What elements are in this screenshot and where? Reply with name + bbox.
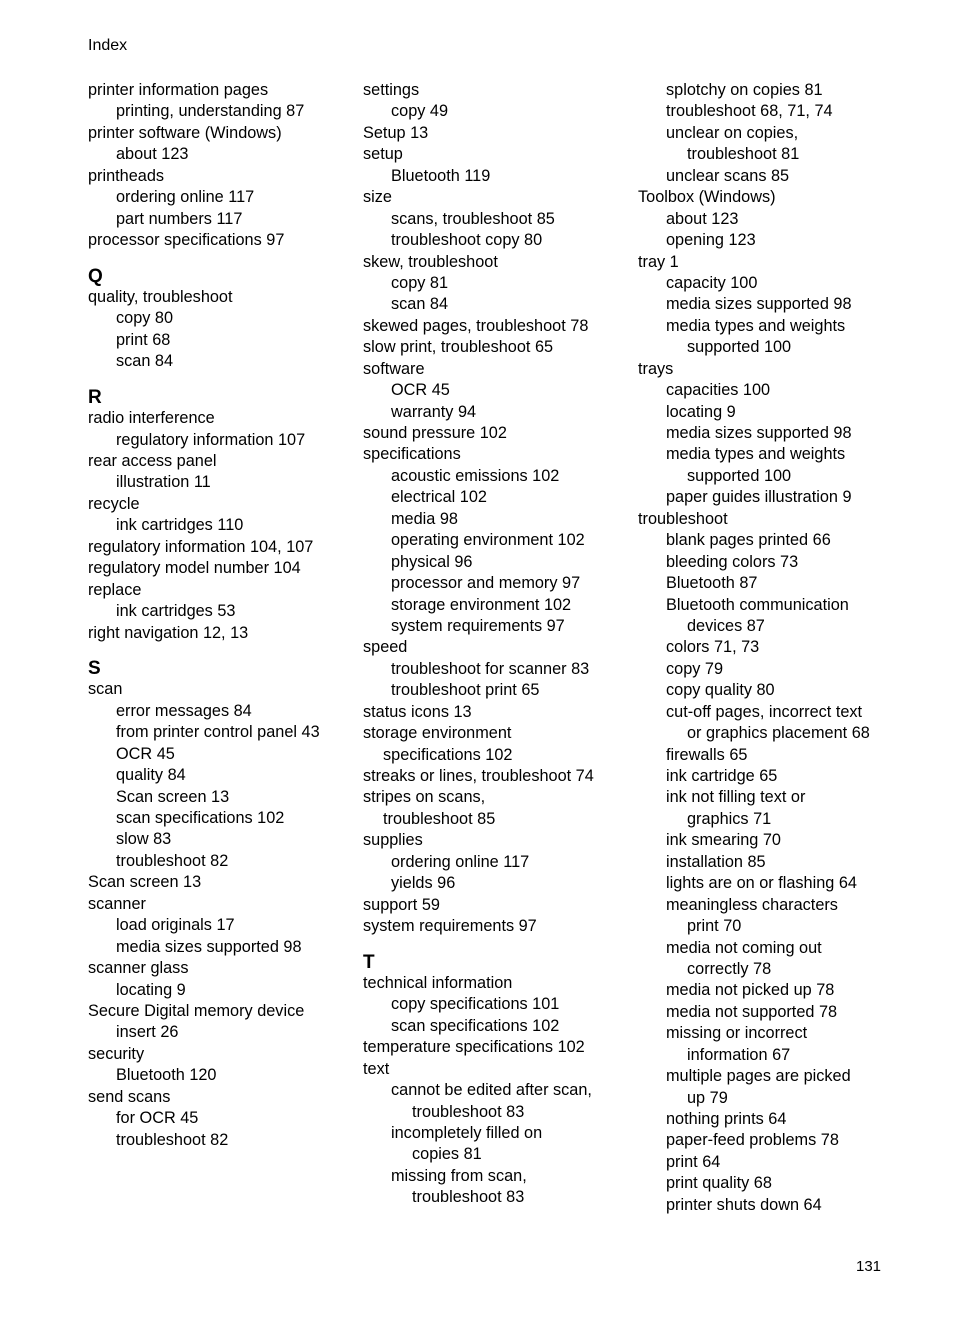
index-entry: sound pressure 102 [363, 424, 507, 442]
index-entry: scanner [88, 894, 146, 913]
index-subentry: troubleshoot 85 [383, 809, 496, 828]
index-subentry: lights are on or flashing 64 [666, 874, 857, 893]
index-subentry: missing or incorrect [666, 1024, 808, 1043]
index-entry: storage environment [363, 724, 512, 743]
index-subentry: unclear on copies, [666, 123, 799, 142]
index-subentry: from printer control panel 43 [116, 723, 320, 742]
index-subentry: load originals 17 [116, 916, 235, 935]
index-entry: Setup 13 [363, 123, 429, 142]
index-entry: settings [363, 81, 420, 99]
index-subentry: printing, understanding 87 [116, 102, 305, 121]
index-subentry: media sizes supported 98 [116, 937, 302, 956]
index-subentry: multiple pages are picked [666, 1067, 851, 1086]
index-entry: skewed pages, troubleshoot 78 [363, 316, 589, 335]
index-subentry: paper-feed problems 78 [666, 1131, 839, 1150]
index-subentry: illustration 11 [116, 473, 211, 492]
index-entry: send scans [88, 1087, 171, 1106]
index-entry: size [363, 188, 392, 207]
index-section-letter: Q [88, 265, 103, 287]
index-subentry: unclear scans 85 [666, 166, 790, 185]
index-subentry: scan specifications 102 [391, 1016, 560, 1035]
index-entry: technical information [363, 973, 513, 992]
index-subentry: media not picked up 78 [666, 981, 835, 1000]
index-subentry: locating 9 [116, 980, 186, 999]
index-subentry: acoustic emissions 102 [391, 466, 560, 485]
index-subentry: media types and weights [666, 316, 846, 335]
index-entry: speed [363, 638, 408, 657]
index-subentry: Bluetooth 87 [666, 574, 758, 593]
index-subentry: print 70 [687, 917, 742, 936]
index-subentry: splotchy on copies 81 [666, 81, 823, 99]
index-entry: radio interference [88, 409, 215, 428]
index-entry: temperature specifications 102 [363, 1038, 585, 1057]
index-subentry: troubleshoot print 65 [391, 681, 540, 700]
index-entry: trays [638, 359, 674, 378]
index-subentry: information 67 [687, 1045, 791, 1064]
index-entry: printer software (Windows) [88, 123, 282, 142]
index-subentry: bleeding colors 73 [666, 552, 799, 571]
index-subentry: firewalls 65 [666, 745, 748, 764]
index-subentry: warranty 94 [391, 402, 477, 421]
index-subentry: troubleshoot 82 [116, 1130, 229, 1149]
index-subentry: incompletely filled on [391, 1124, 543, 1142]
index-subentry: copy 49 [391, 102, 449, 121]
index-subentry: media 98 [391, 509, 458, 528]
index-entry: Secure Digital memory device [88, 1001, 305, 1020]
index-section-letter: R [88, 386, 102, 408]
index-subentry: troubleshoot 83 [412, 1102, 525, 1121]
index-entry: printheads [88, 166, 165, 185]
index-subentry: storage environment 102 [391, 595, 572, 614]
index-subentry: cannot be edited after scan, [391, 1081, 592, 1100]
index-subentry: part numbers 117 [116, 209, 243, 228]
index-entry: system requirements 97 [363, 917, 537, 936]
index-subentry: error messages 84 [116, 701, 252, 720]
index-subentry: copies 81 [412, 1145, 482, 1164]
index-column-3 [638, 80, 928, 1216]
index-subentry: processor and memory 97 [391, 574, 581, 593]
index-subentry: ink cartridges 110 [116, 516, 244, 535]
index-entry: slow print, troubleshoot 65 [363, 338, 554, 357]
index-subentry: troubleshoot 68, 71, 74 [666, 102, 833, 121]
index-subentry: paper guides illustration 9 [666, 488, 852, 507]
index-subentry: OCR 45 [391, 381, 450, 400]
index-subentry: regulatory information 107 [116, 430, 306, 449]
index-subentry: ink cartridges 53 [116, 602, 236, 621]
index-subentry: meaningless characters [666, 895, 838, 914]
index-entry: regulatory model number 104 [88, 559, 301, 578]
index-entry: skew, troubleshoot [363, 252, 498, 271]
index-entry: Toolbox (Windows) [638, 188, 776, 207]
index-subentry: troubleshoot 81 [687, 145, 800, 164]
index-subentry: supported 100 [687, 466, 792, 485]
index-subentry: cut-off pages, incorrect text [666, 702, 863, 721]
index-subentry: blank pages printed 66 [666, 531, 831, 550]
index-subentry: about 123 [116, 145, 189, 164]
index-subentry: troubleshoot copy 80 [391, 231, 543, 250]
index-subentry: troubleshoot 82 [116, 851, 229, 870]
index-subentry: about 123 [666, 209, 739, 228]
index-entry: processor specifications 97 [88, 231, 285, 250]
index-subentry: media sizes supported 98 [666, 424, 852, 442]
index-section-letter: S [88, 657, 101, 679]
index-subentry: yields 96 [391, 874, 456, 893]
running-header: Index [88, 37, 128, 54]
index-subentry: scan 84 [391, 295, 449, 314]
index-subentry: specifications 102 [383, 745, 513, 764]
index-entry: quality, troubleshoot [88, 287, 233, 306]
index-subentry: Bluetooth 119 [391, 166, 491, 185]
index-subentry: scan specifications 102 [116, 809, 285, 827]
index-subentry: for OCR 45 [116, 1109, 199, 1128]
index-subentry: OCR 45 [116, 744, 175, 763]
index-subentry: copy specifications 101 [391, 995, 560, 1014]
index-entry: stripes on scans, [363, 788, 486, 807]
index-subentry: correctly 78 [687, 959, 772, 978]
index-column-1 [88, 80, 358, 1151]
index-subentry: media types and weights [666, 445, 846, 464]
index-subentry: locating 9 [666, 402, 736, 421]
index-subentry: copy 79 [666, 659, 724, 678]
index-subentry: Bluetooth 120 [116, 1066, 217, 1085]
index-subentry: media not coming out [666, 938, 822, 957]
index-entry: scan [88, 680, 123, 699]
index-subentry: Scan screen 13 [116, 787, 230, 806]
index-subentry: copy quality 80 [666, 681, 775, 700]
index-entry: regulatory information 104, 107 [88, 537, 314, 556]
index-subentry: troubleshoot for scanner 83 [391, 659, 590, 678]
index-subentry: printer shuts down 64 [666, 1195, 822, 1214]
index-entry: streaks or lines, troubleshoot 74 [363, 767, 594, 785]
index-subentry: scans, troubleshoot 85 [391, 209, 555, 228]
index-subentry: devices 87 [687, 616, 765, 635]
index-subentry: ink cartridge 65 [666, 767, 778, 785]
index-subentry: ordering online 117 [391, 852, 530, 871]
index-subentry: ink not filling text or [666, 788, 806, 807]
index-subentry: print 64 [666, 1152, 721, 1171]
index-entry: support 59 [363, 895, 440, 914]
index-entry: Scan screen 13 [88, 873, 202, 892]
index-entry: replace [88, 580, 142, 599]
page-number: 131 [856, 1258, 882, 1275]
index-entry: status icons 13 [363, 702, 472, 721]
index-subentry: operating environment 102 [391, 531, 585, 550]
index-subentry: missing from scan, [391, 1166, 527, 1185]
index-subentry: Bluetooth communication [666, 595, 849, 614]
index-subentry: installation 85 [666, 852, 766, 871]
index-entry: scanner glass [88, 959, 189, 978]
index-subentry: copy 80 [116, 309, 174, 328]
index-subentry: print quality 68 [666, 1174, 772, 1193]
index-subentry: or graphics placement 68 [687, 724, 870, 743]
index-subentry: colors 71, 73 [666, 638, 760, 657]
index-entry: tray 1 [638, 252, 679, 271]
index-subentry: nothing prints 64 [666, 1110, 787, 1128]
index-entry: right navigation 12, 13 [88, 623, 249, 642]
index-subentry: media not supported 78 [666, 1002, 838, 1021]
index-subentry: quality 84 [116, 766, 186, 785]
index-entry: printer information pages [88, 81, 269, 99]
index-subentry: troubleshoot 83 [412, 1188, 525, 1207]
index-entry: rear access panel [88, 452, 217, 470]
index-subentry: capacity 100 [666, 273, 758, 292]
index-entry: setup [363, 145, 403, 164]
index-entry: text [363, 1059, 390, 1078]
index-entry: troubleshoot [638, 509, 728, 528]
index-entry: software [363, 359, 425, 378]
index-column-2 [363, 80, 633, 1209]
index-subentry: insert 26 [116, 1023, 179, 1042]
index-subentry: system requirements 97 [391, 616, 565, 635]
index-entry: supplies [363, 831, 423, 850]
index-entry: security [88, 1044, 145, 1063]
index-subentry: slow 83 [116, 830, 172, 849]
index-subentry: capacities 100 [666, 381, 771, 400]
index-entry: specifications [363, 445, 461, 464]
index-subentry: opening 123 [666, 231, 756, 250]
index-subentry: electrical 102 [391, 488, 487, 507]
index-subentry: scan 84 [116, 352, 174, 371]
index-subentry: ink smearing 70 [666, 831, 781, 850]
index-section-letter: T [363, 951, 375, 973]
index-subentry: copy 81 [391, 273, 449, 292]
index-subentry: physical 96 [391, 552, 473, 571]
index-subentry: up 79 [687, 1088, 728, 1107]
index-subentry: graphics 71 [687, 809, 772, 828]
index-entry: recycle [88, 494, 140, 513]
index-subentry: media sizes supported 98 [666, 295, 852, 314]
index-subentry: print 68 [116, 330, 171, 349]
index-subentry: ordering online 117 [116, 188, 255, 207]
index-subentry: supported 100 [687, 338, 792, 357]
